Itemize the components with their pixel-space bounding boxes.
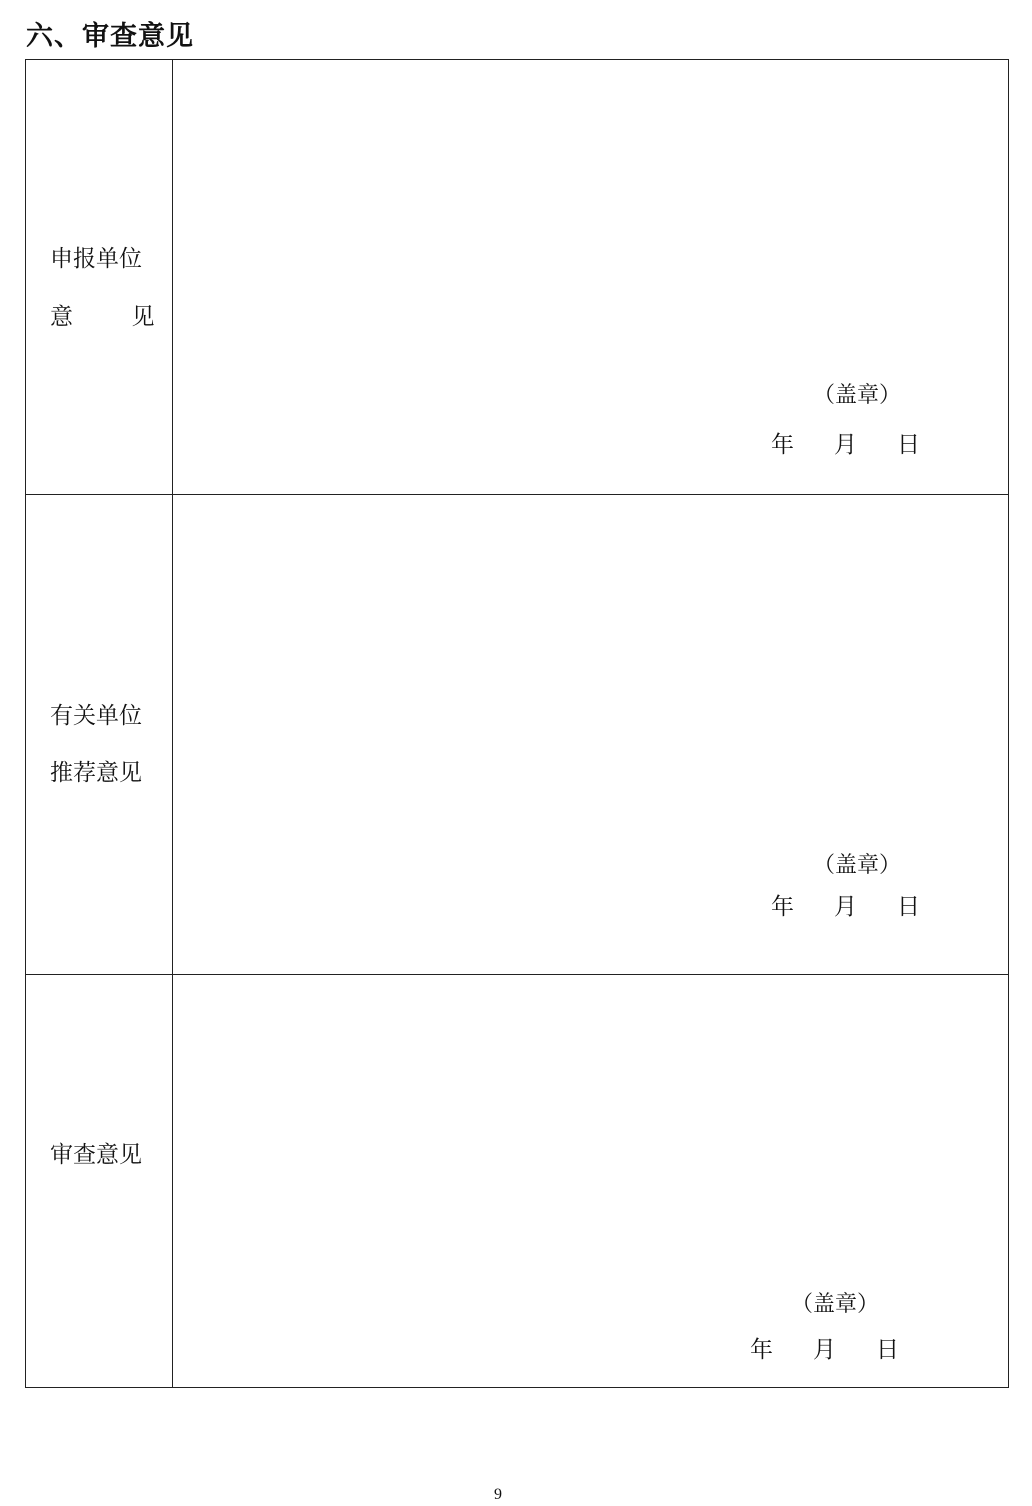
seal-text: （盖章） [813, 383, 902, 408]
table-row-applicant [26, 60, 1009, 495]
date-line [771, 888, 920, 921]
date-day: 日 [876, 1337, 899, 1363]
review-opinion-table [25, 59, 1009, 1388]
section-title: 六、审查意见 [26, 21, 194, 52]
opinion-field-applicant[interactable] [173, 60, 1009, 495]
date-day: 日 [897, 432, 920, 458]
date-line [750, 1331, 899, 1364]
label-cell-applicant [26, 60, 173, 495]
row-label-line: 审查意见 [50, 1142, 142, 1168]
label-cell-review [26, 975, 173, 1388]
date-month: 月 [834, 894, 857, 920]
date-year: 年 [771, 894, 794, 920]
row-label-line: 有关单位 [50, 703, 142, 729]
table-row-review [26, 975, 1009, 1388]
opinion-field-review[interactable] [173, 975, 1009, 1388]
opinion-field-recommending[interactable] [173, 495, 1009, 975]
row-label-line: 申报单位 [50, 246, 142, 272]
date-month: 月 [834, 432, 857, 458]
row-label-line: 意 见 [50, 304, 155, 330]
row-label-line: 推荐意见 [50, 760, 142, 786]
date-line [771, 426, 920, 459]
date-year: 年 [771, 432, 794, 458]
date-day: 日 [897, 894, 920, 920]
page-number: 9 [494, 1486, 502, 1503]
date-year: 年 [750, 1337, 773, 1363]
date-month: 月 [813, 1337, 836, 1363]
label-cell-recommending [26, 495, 173, 975]
seal-text: （盖章） [813, 853, 902, 878]
table-row-recommending [26, 495, 1009, 975]
seal-text: （盖章） [791, 1292, 880, 1317]
